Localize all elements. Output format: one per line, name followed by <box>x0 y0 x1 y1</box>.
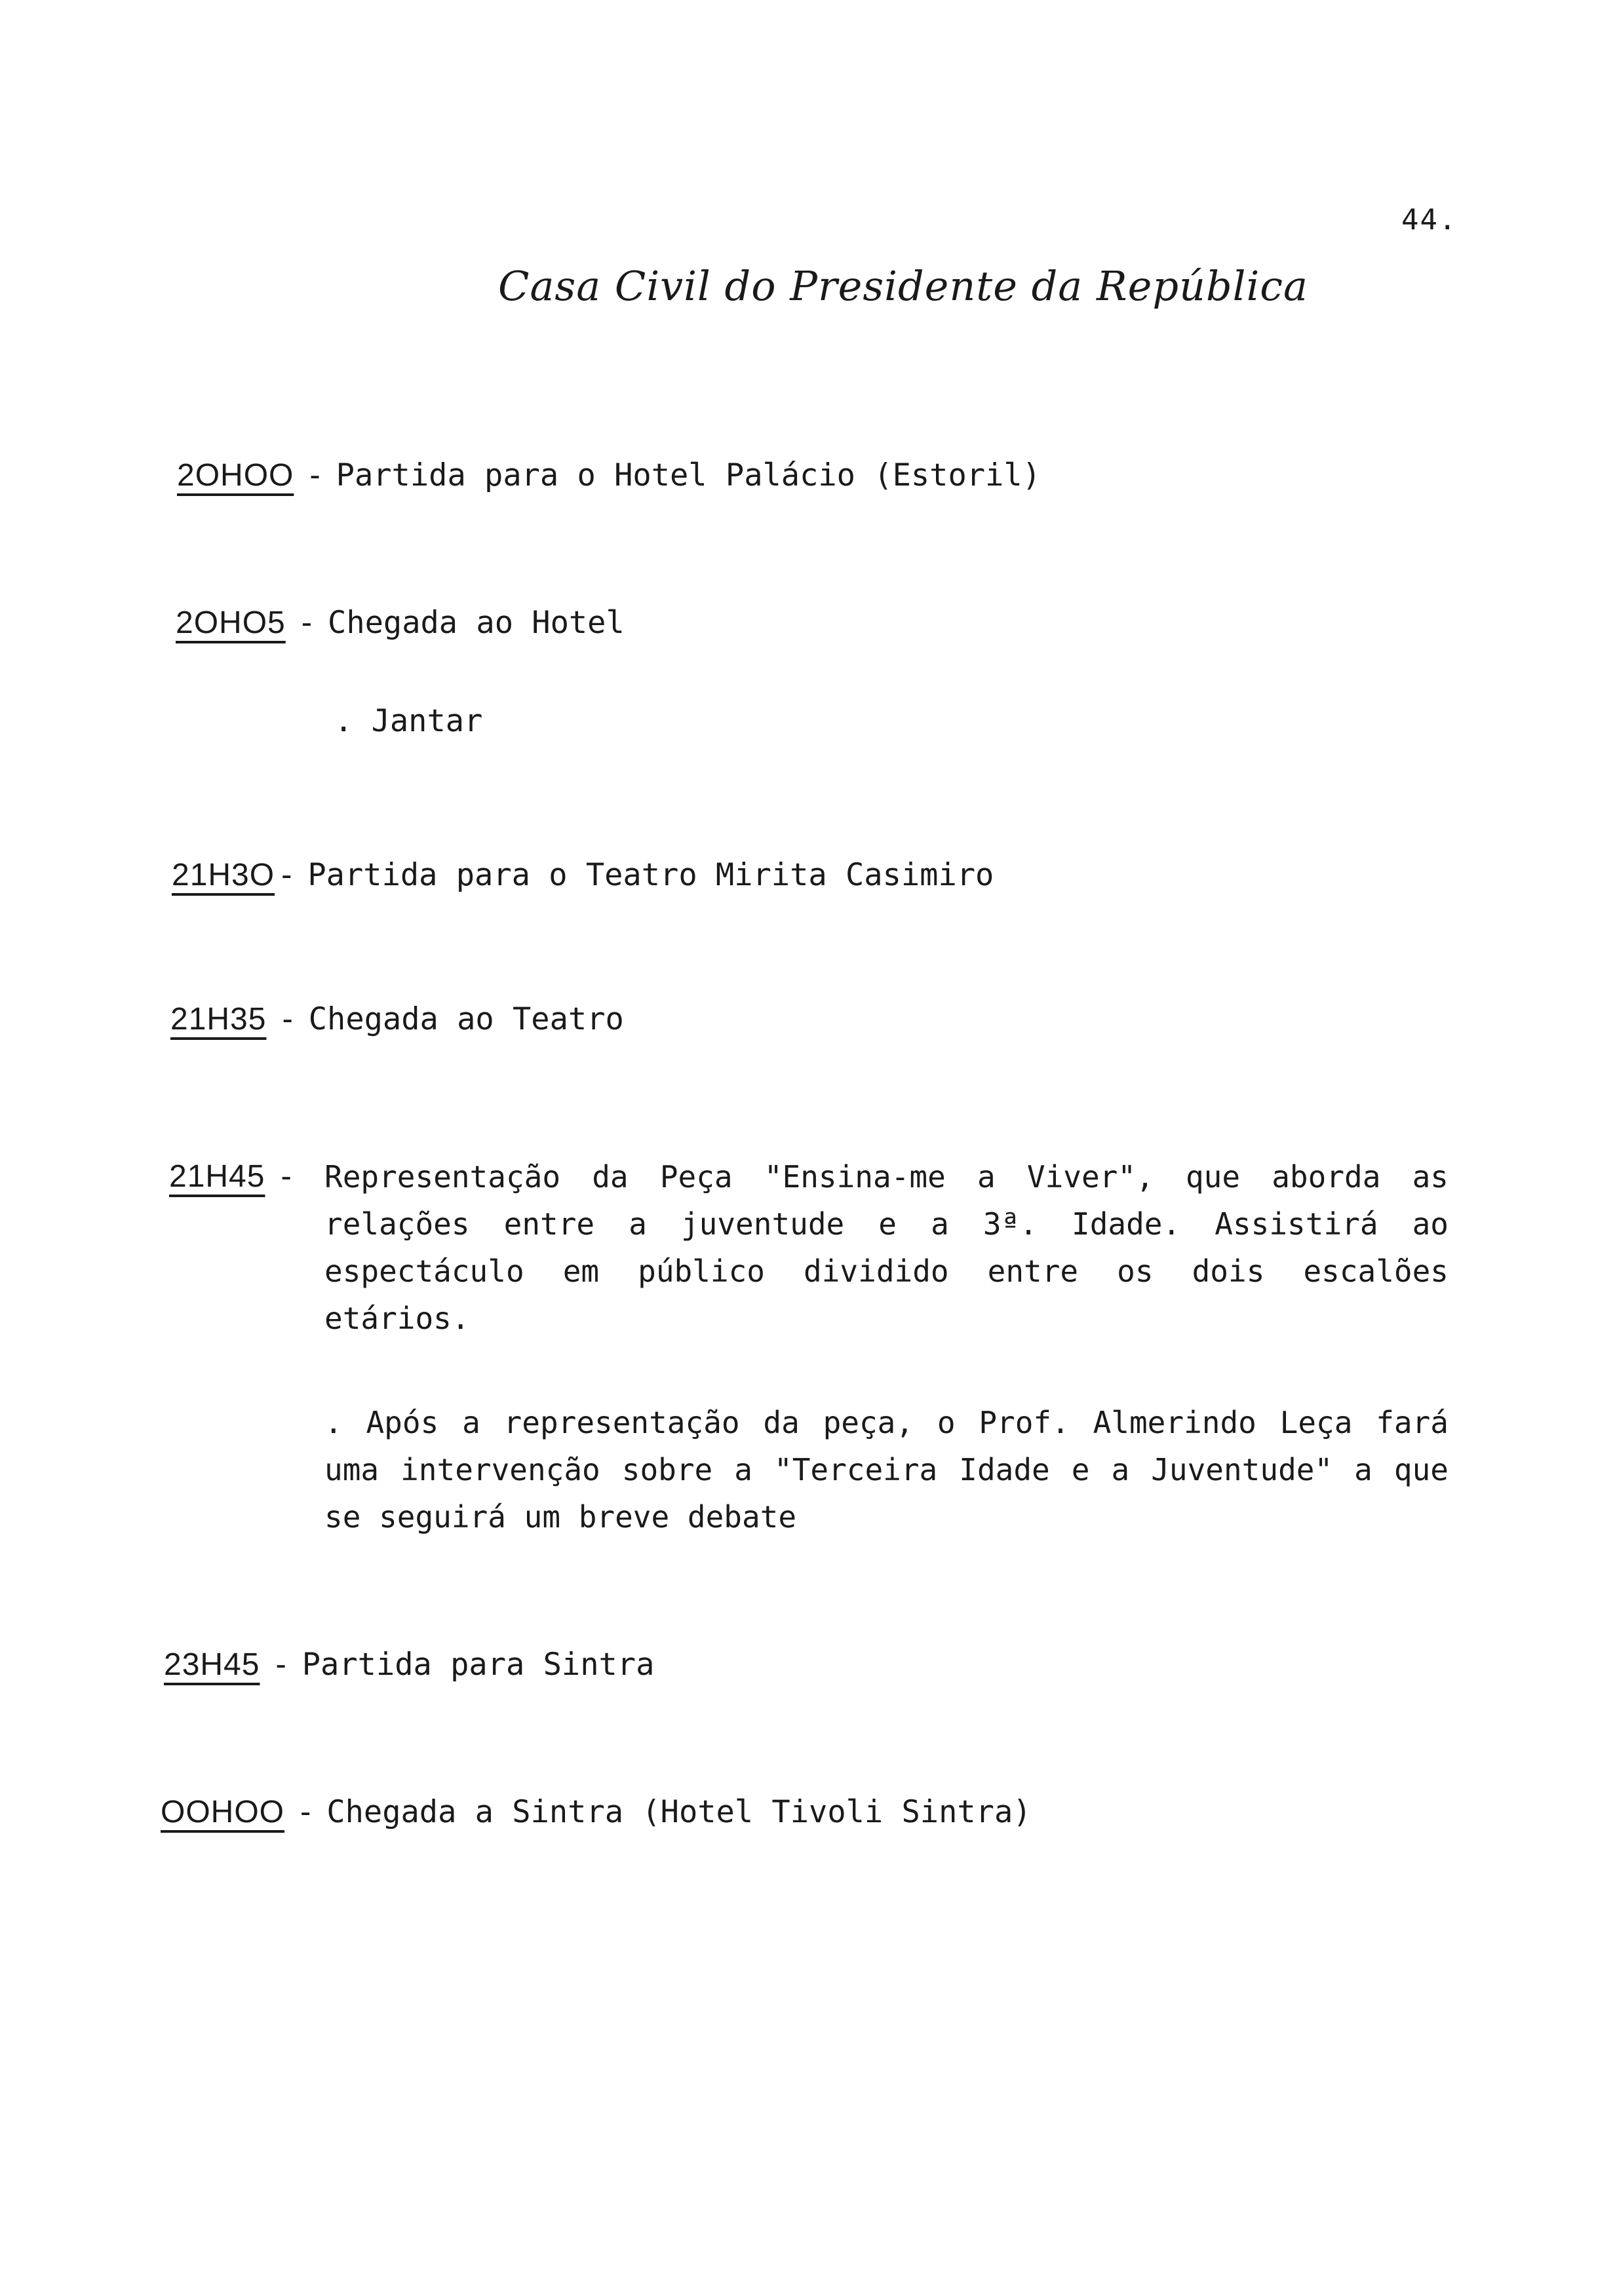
entry-separator: - <box>277 857 296 893</box>
entry-time: 23H45 <box>164 1647 260 1682</box>
entry-text: Chegada a Sintra (Hotel Tivoli Sintra) <box>326 1794 1032 1830</box>
schedule-entry <box>177 452 1041 499</box>
page-number: 44. <box>1401 203 1458 237</box>
entry-time: OOHOO <box>161 1795 285 1829</box>
schedule-entry <box>161 1789 1032 1836</box>
entry-separator: - <box>297 605 317 641</box>
entry-text: Partida para o Hotel Palácio (Estoril) <box>336 457 1041 493</box>
entry-time: 21H35 <box>170 1002 267 1037</box>
entry-time: 21H45 <box>169 1159 265 1194</box>
entry-time: 2OHOO <box>177 458 294 493</box>
entry-text: Chegada ao Teatro <box>308 1001 624 1037</box>
entry-time: 2OHO5 <box>176 605 286 640</box>
entry-subitem: . Após a representação da peça, o Prof. Almerindo Leça fará uma intervenção sobre a "Terceira Idade e a Juventude" a que se seguirá um breve debate <box>324 1405 1449 1535</box>
schedule-entry <box>164 1641 654 1689</box>
schedule-entry <box>176 600 625 647</box>
entry-separator: - <box>277 1158 296 1195</box>
entry-separator: - <box>296 1794 315 1830</box>
entry-separator: - <box>271 1647 290 1683</box>
entry-time: 21H3O <box>172 858 275 892</box>
entry-text: Representação da Peça "Ensina-me a Viver", que aborda as relações entre a juventude e a 3ª. Idade. Assistirá ao espectáculo em público dividido entre os dois escalões etários. <box>324 1159 1449 1336</box>
entry-separator: - <box>278 1001 297 1037</box>
schedule-entry <box>170 996 624 1043</box>
letterhead: Casa Civil do Presidente da República <box>498 262 1308 310</box>
schedule-entry <box>172 852 994 899</box>
entry-text: Partida para Sintra <box>302 1647 655 1683</box>
entry-subitem: . Jantar <box>334 703 483 739</box>
entry-text: Chegada ao Hotel <box>328 605 625 641</box>
entry-text: Partida para o Teatro Mirita Casimiro <box>307 857 994 893</box>
schedule-entry <box>169 1153 307 1200</box>
entry-separator: - <box>305 457 324 493</box>
